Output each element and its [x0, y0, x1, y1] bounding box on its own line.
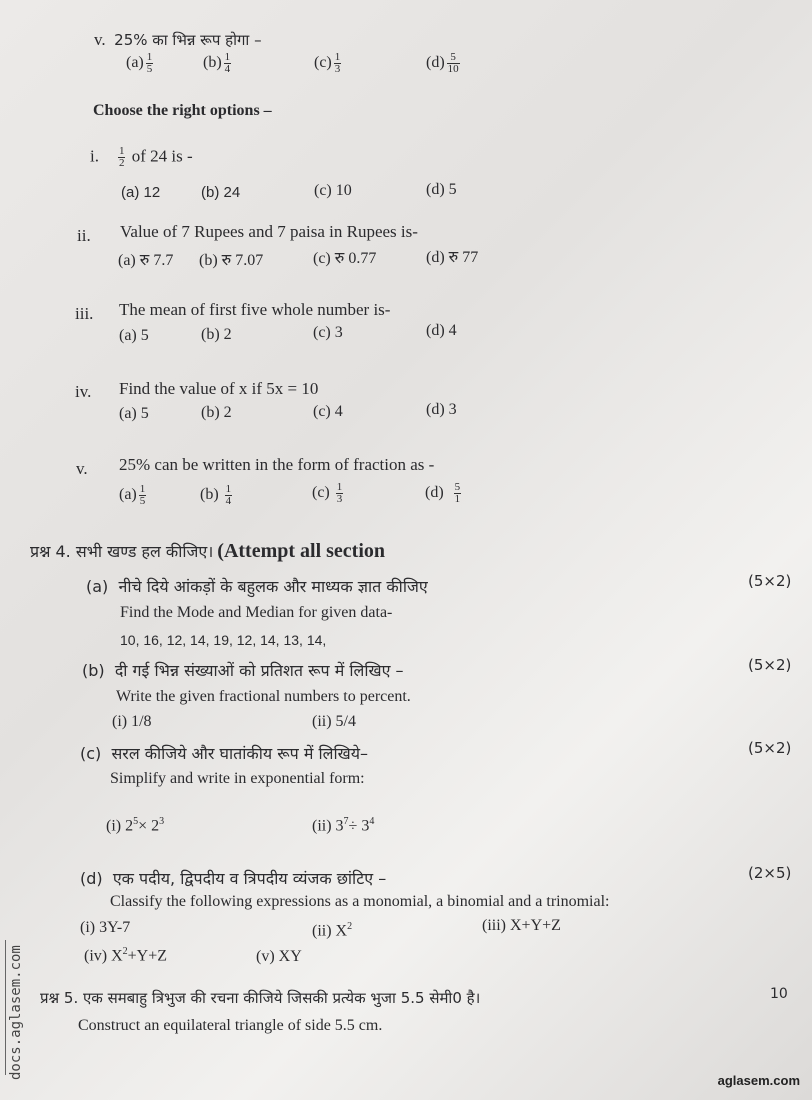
mcq-2-text: Value of 7 Rupees and 7 paisa in Rupees is- [120, 222, 418, 241]
side-url: docs.aglasem.com [8, 945, 24, 1080]
mcq-4-option-b: (b) 2 [201, 404, 232, 421]
prev-option-a: (a) $\frac{1}{5}$ [126, 51, 153, 75]
q4-d-part-iii: (iii) X+Y+Z [482, 917, 561, 934]
mcq-2-option-a: (a) रु 7.7 [118, 252, 174, 269]
prev-option-c: (c) $\frac{1}{3}$ [314, 51, 341, 75]
mcq-1-option-d: (d) 5 [426, 181, 457, 198]
prev-option-b: (b) $\frac{1}{4}$ [203, 51, 231, 75]
q4-b-marks: (5×2) [748, 656, 792, 674]
q4-c-marks: (5×2) [748, 739, 792, 757]
q4-c-part-ii: (ii) $3^7\div 3^4$ [312, 816, 375, 835]
mcq-2-option-d: (d) रु 77 [426, 249, 479, 266]
mcq-4-option-d: (d) 3 [426, 401, 457, 418]
mcq-4-text: Find the value of x if 5x = 10 [119, 379, 319, 398]
mcq-3-option-a: (a) 5 [119, 327, 149, 344]
q4-d-part-v: (v) XY [256, 948, 302, 965]
q4-c-english: Simplify and write in exponential form: [110, 770, 365, 787]
mcq-1-option-b: (b) 24 [201, 184, 241, 201]
q4-b-hindi: (b) दी गई भिन्न संख्याओं को प्रतिशत रूप में लिखिए – [82, 661, 404, 680]
mcq-3-text: The mean of first five whole number is- [119, 300, 391, 319]
mcq-1-option-a: (a) 12 [121, 184, 161, 201]
q5-english: Construct an equilateral triangle of side 5.5 cm. [78, 1017, 383, 1034]
q4-b-part-ii: (ii) 5/4 [312, 713, 356, 730]
prev-question: v. 25% का भिन्न रूप होगा – [94, 30, 262, 49]
q4-d-english: Classify the following expressions as a monomial, a binomial and a trinomial: [110, 893, 610, 910]
mcq-5: v. [76, 459, 88, 478]
mcq-4-option-a: (a) 5 [119, 405, 149, 422]
mcq-3: iii. [75, 304, 94, 323]
mcq-5-option-d: (d) $\frac{5}{1}$ [425, 481, 461, 505]
mcq-1: i. $\frac{1}{2}$ of 24 is - [90, 145, 193, 169]
q4-d-part-i: (i) 3Y-7 [80, 919, 131, 936]
q4-a-hindi: (a) नीचे दिये आंकड़ों के बहुलक और माध्यक ज्ञात कीजिए [86, 577, 428, 596]
q4-c-hindi: (c) सरल कीजिये और घातांकीय रूप में लिखिये– [80, 744, 368, 763]
q4-a-data: 10, 16, 12, 14, 19, 12, 14, 13, 14, [120, 632, 327, 648]
q5-hindi: प्रश्न 5. एक समबाहु त्रिभुज की रचना कीजिये जिसकी प्रत्येक भुजा 5.5 सेमी0 है। [40, 989, 481, 1007]
mcq-5-option-c: (c) $\frac{1}{3}$ [312, 481, 343, 505]
mcq-5-text: 25% can be written in the form of fraction as - [119, 455, 435, 474]
q4-d-part-ii: (ii) $X^2$ [312, 921, 353, 940]
mcq-2-option-c: (c) रु 0.77 [313, 250, 377, 267]
mcq-4: iv. [75, 382, 92, 401]
mcq-2-option-b: (b) रु 7.07 [199, 252, 264, 269]
mcq-2: ii. [77, 226, 91, 245]
q4-b-part-i: (i) 1/8 [112, 713, 152, 730]
mcq-3-option-c: (c) 3 [313, 324, 343, 341]
mcq-3-option-b: (b) 2 [201, 326, 232, 343]
q4-d-marks: (2×5) [748, 864, 792, 882]
mcq-5-option-b: (b) $\frac{1}{4}$ [200, 483, 232, 507]
q4-d-hindi: (d) एक पदीय, द्विपदीय व त्रिपदीय व्यंजक छांटिए – [80, 869, 387, 888]
q4-b-english: Write the given fractional numbers to percent. [116, 688, 411, 705]
mcq-4-option-c: (c) 4 [313, 403, 343, 420]
q4-c-part-i: (i) $2^5\times 2^3$ [106, 816, 165, 835]
mcq-1-option-c: (c) 10 [314, 182, 352, 199]
watermark: aglasem.com [717, 1073, 800, 1088]
q4-a-english: Find the Mode and Median for given data- [120, 604, 393, 621]
choose-heading: Choose the right options – [93, 102, 272, 119]
q4-heading: प्रश्न 4. सभी खण्ड हल कीजिए। (Attempt all section [30, 540, 386, 562]
prev-option-d: (d) $\frac{5}{10}$ [426, 51, 459, 75]
side-divider [5, 940, 6, 1075]
q4-d-part-iv: (iv) $X^2+Y+Z$ [84, 946, 168, 965]
q5-marks: 10 [770, 986, 788, 1002]
q4-a-marks: (5×2) [748, 572, 792, 590]
mcq-3-option-d: (d) 4 [426, 322, 457, 339]
mcq-5-option-a: (a) $\frac{1}{5}$ [119, 483, 146, 507]
